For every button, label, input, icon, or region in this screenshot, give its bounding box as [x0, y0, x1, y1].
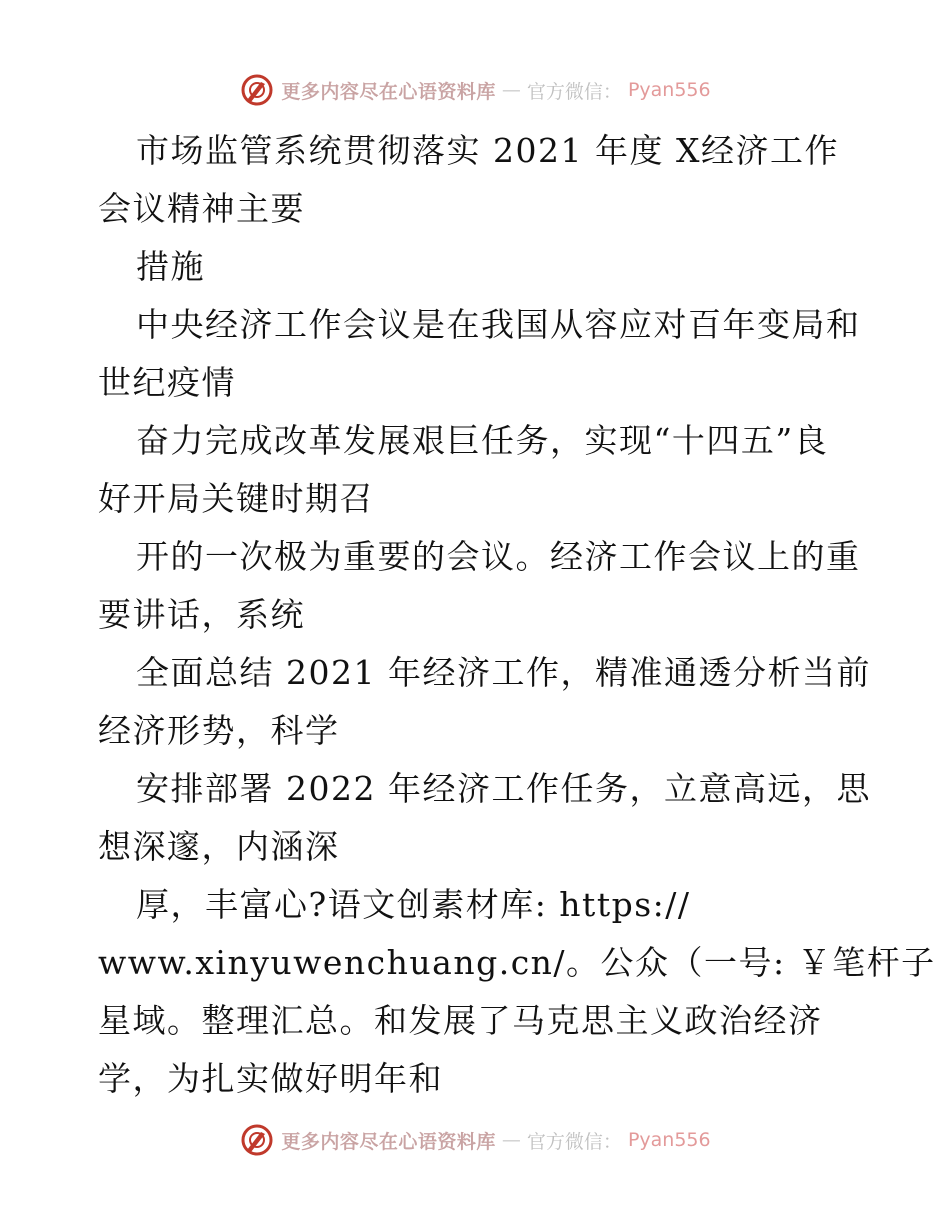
banner-wechat-id: Pyan556: [627, 79, 711, 101]
banner-separator: —: [501, 79, 521, 101]
banner-separator: —: [501, 1129, 521, 1151]
paragraph-line: 要讲话，系统: [98, 595, 305, 634]
logo-icon: [239, 72, 275, 108]
paragraph-line: 好开局关键时期召: [98, 479, 374, 518]
paragraph-line: 世纪疫情: [98, 363, 236, 402]
paragraph-line: 厚，丰富心?语文创素材库: https://: [136, 885, 691, 924]
document-body: [98, 122, 936, 1108]
banner-text: 更多内容尽在心语资料库: [281, 80, 496, 103]
title-line: 市场监管系统贯彻落实 2021 年度 X经济工作: [136, 131, 839, 170]
paragraph-line: 星域。整理汇总。和发展了马克思主义政治经济: [98, 1001, 823, 1040]
paragraph-line: 想深邃，内涵深: [98, 827, 340, 866]
title-line: 会议精神主要: [98, 189, 305, 228]
paragraph-line: 全面总结 2021 年经济工作，精准通透分析当前: [136, 653, 871, 692]
paragraph-line: 安排部署 2022 年经济工作任务，立意高远，思: [136, 769, 871, 808]
paragraph-line: 中央经济工作会议是在我国从容应对百年变局和: [136, 305, 861, 344]
banner-text: 更多内容尽在心语资料库: [281, 1130, 496, 1153]
banner-wechat-id: Pyan556: [627, 1129, 711, 1151]
header-banner: [0, 72, 950, 112]
paragraph-line: 奋力完成改革发展艰巨任务，实现“十四五”良: [136, 421, 829, 460]
title-line: 措施: [136, 247, 205, 286]
logo-icon: [239, 1122, 275, 1158]
banner-wechat-label: 官方微信：: [526, 1130, 622, 1153]
paragraph-line: 开的一次极为重要的会议。经济工作会议上的重: [136, 537, 861, 576]
paragraph-line: www.xinyuwenchuang.cn/。公众（一号: ￥笔杆子: [98, 943, 936, 982]
paragraph-line: 经济形势，科学: [98, 711, 340, 750]
banner-wechat-label: 官方微信：: [526, 80, 622, 103]
paragraph-line: 学，为扎实做好明年和: [98, 1059, 443, 1098]
footer-banner: [0, 1122, 950, 1162]
